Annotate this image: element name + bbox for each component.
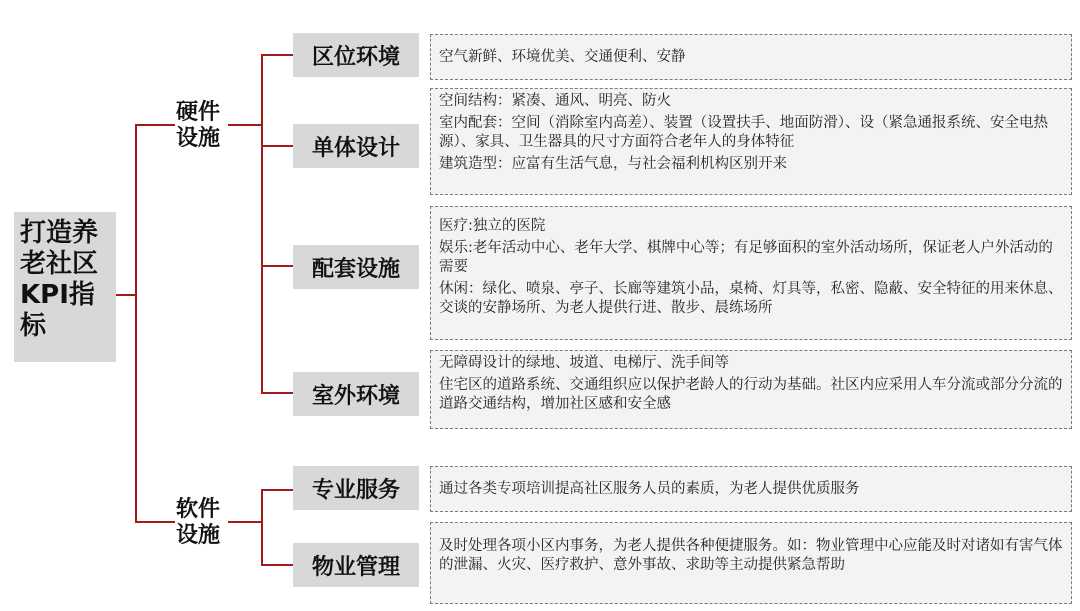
detail-line: 医疗:独立的医院 <box>439 218 546 234</box>
detail-outdoor-environment <box>430 350 1072 429</box>
detail-line: 室内配套：空间（消除室内高差）、装置（设置扶手、地面防滑）、设（紧急通报系统、安全电热源）、家具、卫生器具的尺寸方面符合老年人的身体特征 <box>439 115 1048 150</box>
connector-root-vertical <box>135 124 137 522</box>
detail-line: 休闲：绿化、喷泉、亭子、长廊等建筑小品，桌椅、灯具等，私密、隐蔽、安全特征的用来休息、交谈的安静场所、为老人提供行进、散步、晨练场所 <box>439 281 1063 316</box>
connector-to-service <box>261 489 293 491</box>
connector-to-location <box>261 54 293 56</box>
node-professional-service: 专业服务 <box>293 466 419 510</box>
detail-supporting-facilities <box>430 206 1072 340</box>
detail-line: 无障碍设计的绿地、坡道、电梯厅、洗手间等 <box>439 355 729 371</box>
detail-line: 空间结构：紧凑、通风、明亮、防火 <box>439 93 671 109</box>
connector-software-vertical <box>261 489 263 565</box>
node-property-management: 物业管理 <box>293 543 419 587</box>
detail-line: 空气新鲜、环境优美、交通便利、安静 <box>439 48 686 65</box>
root-node <box>14 212 116 362</box>
connector-hardware-vertical <box>261 54 263 393</box>
connector-to-building <box>261 145 293 147</box>
connector-to-facilities <box>261 265 293 267</box>
node-supporting-facilities: 配套设施 <box>293 245 419 289</box>
connector-software-stub <box>228 521 262 523</box>
detail-location-environment <box>430 34 1072 80</box>
node-location-environment: 区位环境 <box>293 33 419 77</box>
connector-hardware-stub <box>228 124 262 126</box>
detail-line: 住宅区的道路系统、交通组织应以保护老龄人的行动为基础。社区内应采用人车分流或部分分流的道路交通结构，增加社区感和安全感 <box>439 377 1063 412</box>
connector-root-to-software <box>135 521 175 523</box>
detail-professional-service <box>430 466 1072 512</box>
connector-to-outdoor <box>261 392 293 394</box>
connector-root-to-hardware <box>135 124 175 126</box>
root-node-label: 打造养老社区KPI指标 <box>20 218 99 341</box>
group-label-hardware: 硬件设施 <box>176 100 221 151</box>
node-building-design: 单体设计 <box>293 124 419 168</box>
detail-line: 通过各类专项培训提高社区服务人员的素质，为老人提供优质服务 <box>439 480 860 497</box>
connector-to-property <box>261 564 293 566</box>
detail-line: 建筑造型：应富有生活气息，与社会福利机构区别开来 <box>439 156 787 172</box>
group-label-software: 软件设施 <box>176 497 221 548</box>
detail-property-management <box>430 522 1072 604</box>
detail-building-design <box>430 88 1072 195</box>
node-outdoor-environment: 室外环境 <box>293 372 419 416</box>
connector-root-stub <box>116 294 136 296</box>
detail-line: 娱乐:老年活动中心、老年大学、棋牌中心等；有足够面积的室外活动场所，保证老人户外活动的需要 <box>439 240 1053 275</box>
detail-line: 及时处理各项小区内事务，为老人提供各种便捷服务。如：物业管理中心应能及时对诸如有害气体的泄漏、火灾、医疗救护、意外事故、求助等主动提供紧急帮助 <box>439 538 1063 573</box>
